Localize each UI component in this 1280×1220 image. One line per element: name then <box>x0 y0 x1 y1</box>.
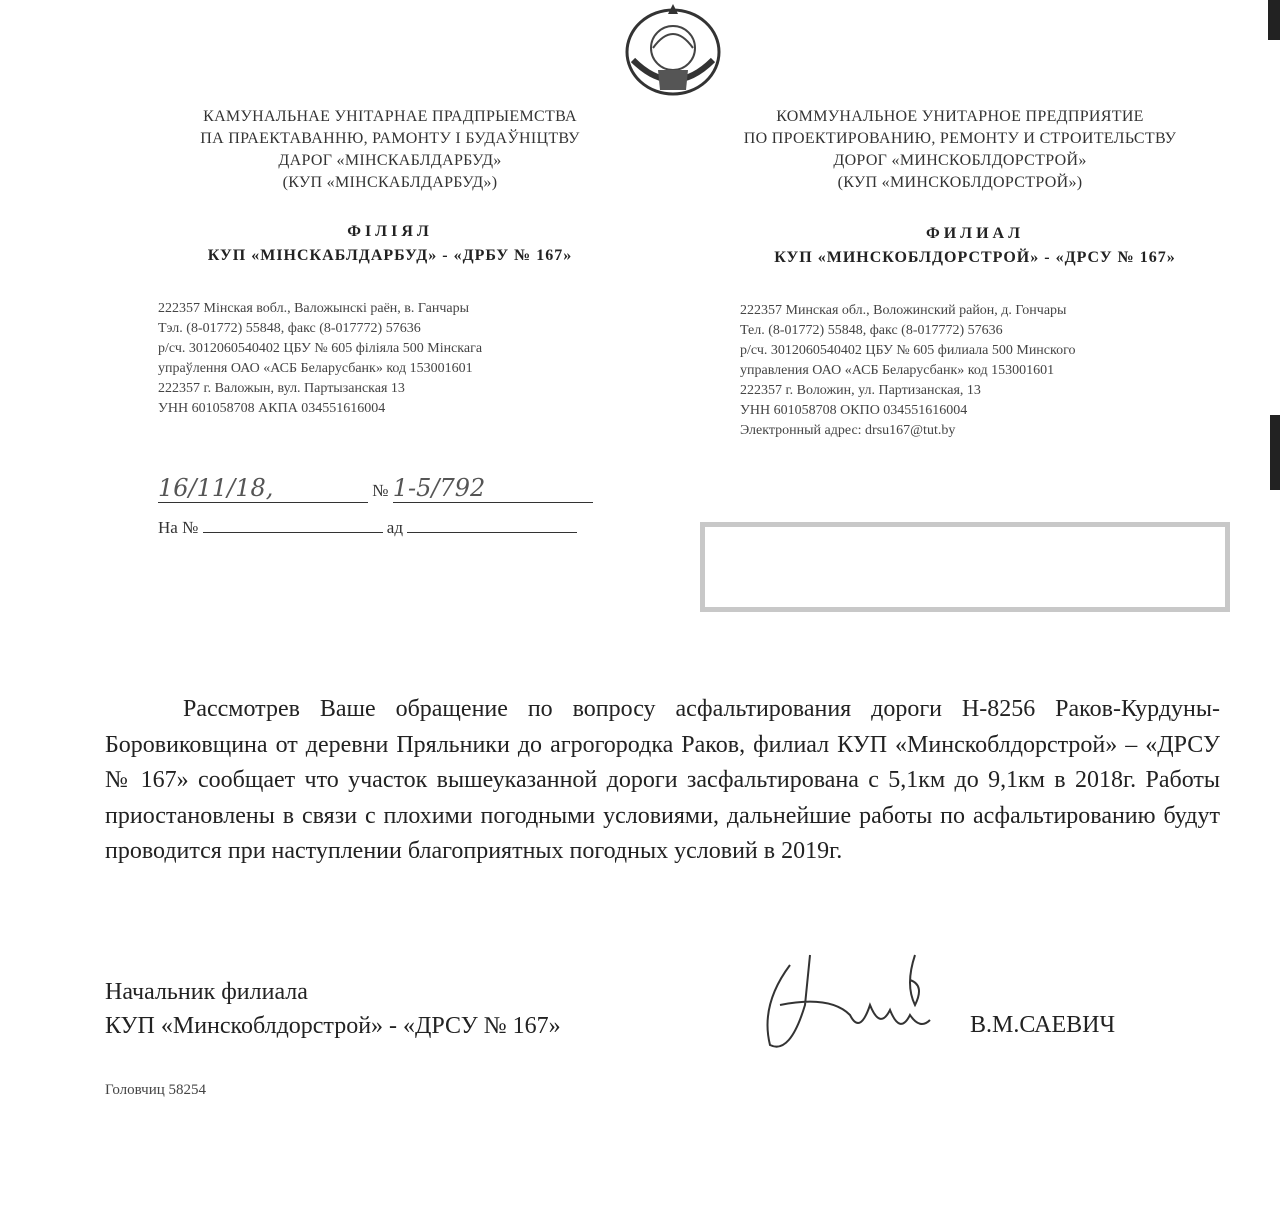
header-line: (КУП «МІНСКАБЛДАРБУД») <box>282 174 498 191</box>
coat-of-arms-emblem <box>618 0 728 98</box>
requisite-line: 222357 г. Валожын, вул. Партызанская 13 <box>158 381 405 396</box>
scan-edge-mark <box>1270 415 1280 490</box>
branch-name: КУП «МИНСКОБЛДОРСТРОЙ» - «ДРСУ № 167» <box>774 249 1176 266</box>
scan-edge-mark <box>1268 0 1280 40</box>
header-line: ДОРОГ «МИНСКОБЛДОРСТРОЙ» <box>833 152 1087 169</box>
requisite-line: упраўлення ОАО «АСБ Беларусбанк» код 153001601 <box>158 361 473 376</box>
requisite-line: 222357 Мінская вобл., Валожынскі раён, в. Ганчары <box>158 301 469 316</box>
requisite-line: р/сч. 3012060540402 ЦБУ № 605 філіяла 500 Мінскага <box>158 341 483 356</box>
right-org-header <box>700 106 1220 194</box>
requisite-line: 222357 Минская обл., Воложинский район, д. Гончары <box>740 303 1067 318</box>
requisite-line: управления ОАО «АСБ Беларусбанк» код 153001601 <box>740 363 1055 378</box>
redacted-address-box <box>700 522 1230 612</box>
branch-label: ФИЛИАЛ <box>925 225 1025 242</box>
ad-label: ад <box>386 518 403 537</box>
signatory-position: Начальник филиала <box>105 979 308 1005</box>
left-org-header <box>150 106 630 194</box>
branch-name: КУП «МІНСКАБЛДАРБУД» - «ДРБУ № 167» <box>207 247 573 264</box>
handwritten-number: 1-5/792 <box>393 474 593 503</box>
handwritten-signature <box>750 945 940 1060</box>
executor-note: Головчиц 58254 <box>105 1082 207 1098</box>
requisite-line: Электронный адрес: drsu167@tut.by <box>740 423 956 438</box>
branch-label: ФІЛІЯЛ <box>347 223 433 240</box>
left-branch-title <box>150 220 630 268</box>
header-line: ПО ПРОЕКТИРОВАНИЮ, РЕМОНТУ И СТРОИТЕЛЬСТВУ <box>743 130 1177 147</box>
requisite-line: Тел. (8-01772) 55848, факс (8-017772) 57636 <box>740 323 1003 338</box>
header-line: ДАРОГ «МІНСКАБЛДАРБУД» <box>278 152 502 169</box>
number-label: № <box>372 481 389 500</box>
header-line: (КУП «МИНСКОБЛДОРСТРОЙ») <box>837 174 1083 191</box>
header-line: ПА ПРАЕКТАВАННЮ, РАМОНТУ І БУДАЎНІЦТВУ <box>200 130 580 147</box>
na-label: На № <box>158 518 199 537</box>
signatory-org: КУП «Минскоблдорстрой» - «ДРСУ № 167» <box>105 1013 561 1039</box>
right-requisites <box>740 301 1076 441</box>
left-requisites <box>158 299 482 419</box>
signatory-title <box>105 975 561 1043</box>
requisite-line: Тэл. (8-01772) 55848, факс (8-017772) 57636 <box>158 321 421 336</box>
requisite-line: УНН 601058708 АКПА 034551616004 <box>158 401 386 416</box>
header-line: КОММУНАЛЬНОЕ УНИТАРНОЕ ПРЕДПРИЯТИЕ <box>776 108 1144 125</box>
outgoing-reference <box>158 474 593 503</box>
requisite-line: УНН 601058708 ОКПО 034551616004 <box>740 403 968 418</box>
requisite-line: 222357 г. Воложин, ул. Партизанская, 13 <box>740 383 981 398</box>
signatory-name: В.М.САЕВИЧ <box>970 1012 1116 1038</box>
requisite-line: р/сч. 3012060540402 ЦБУ № 605 филиала 500 Минского <box>740 343 1076 358</box>
letter-body: Рассмотрев Ваше обращение по вопросу асфальтирования дороги Н-8256 Раков-Курдуны-Боровиковщина от деревни Пряльники до агрогородка Раков, филиал КУП «Минскоблдорстрой» – «ДРСУ № 167» сообщает что участок вышеуказанной дороги засфальтирована с 5,1км до 9,1км в 2018г. Работы приостановлены в связи с плохими погодными условиями, дальнейшие работы по асфальтированию будут проводится при наступлении благоприятных погодных условий в 2019г. <box>105 696 1220 864</box>
right-branch-title <box>720 222 1230 270</box>
handwritten-date: 16/11/18, <box>158 474 368 503</box>
header-line: КАМУНАЛЬНАЕ УНІТАРНАЕ ПРАДПРЫЕМСТВА <box>203 108 577 125</box>
incoming-reference <box>158 516 577 538</box>
